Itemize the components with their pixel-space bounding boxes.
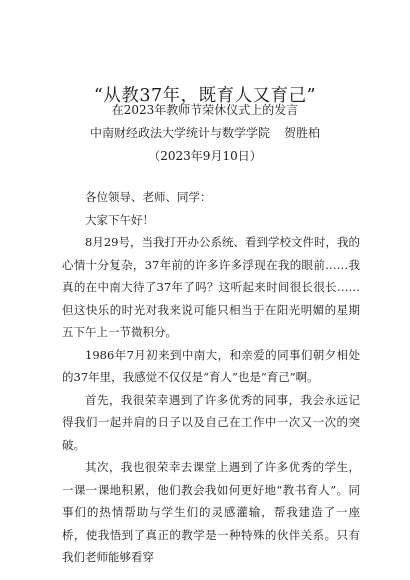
document-subtitle: 在2023年教师节荣休仪式上的发言: [111, 103, 299, 117]
speech-body: [62, 186, 360, 569]
author-affiliation: 中南财经政法大学统计与数学学院: [89, 126, 270, 140]
document-title: “从教37年，既育人又育己”: [93, 86, 317, 106]
greeting-line: 大家下午好！: [85, 212, 154, 227]
author-name: 贺胜柏: [284, 126, 321, 140]
body-paragraph: 其次，我也很荣幸去课堂上遇到了许多优秀的学生，一课一课地积累，他们教会我如何更好地“教书育人”。同事们的热情帮助与学生们的灵感灌输，帮我建造了一座桥，使我悟到了真正的教学是一种特殊的伙伴关系。只有我们老师能够看穿: [62, 460, 360, 564]
author-line: [0, 124, 410, 141]
speech-date: （2023年9月10日）: [148, 149, 262, 163]
salutation: 各位领导、老师、同学：: [85, 190, 212, 204]
body-paragraph: 8月29号，当我打开办公系统、看到学校文件时，我的心情十分复杂，37年前的许多许多浮现在我的眼前……我真的在中南大待了37年了吗？这听起来时间很长很长……但这快乐的时光对我来说可能只相当于在阳光明媚的星期五下午上一节微积分。: [62, 235, 360, 339]
body-paragraph: 1986年7月初来到中南大，和亲爱的同事们朝夕相处的37年里，我感觉不仅仅是“育人”也是“育己”啊。: [62, 347, 360, 384]
body-paragraph: 首先，我很荣幸遇到了许多优秀的同事，我会永远记得我们一起并肩的日子以及自己在工作中一次又一次的突破。: [62, 392, 360, 452]
